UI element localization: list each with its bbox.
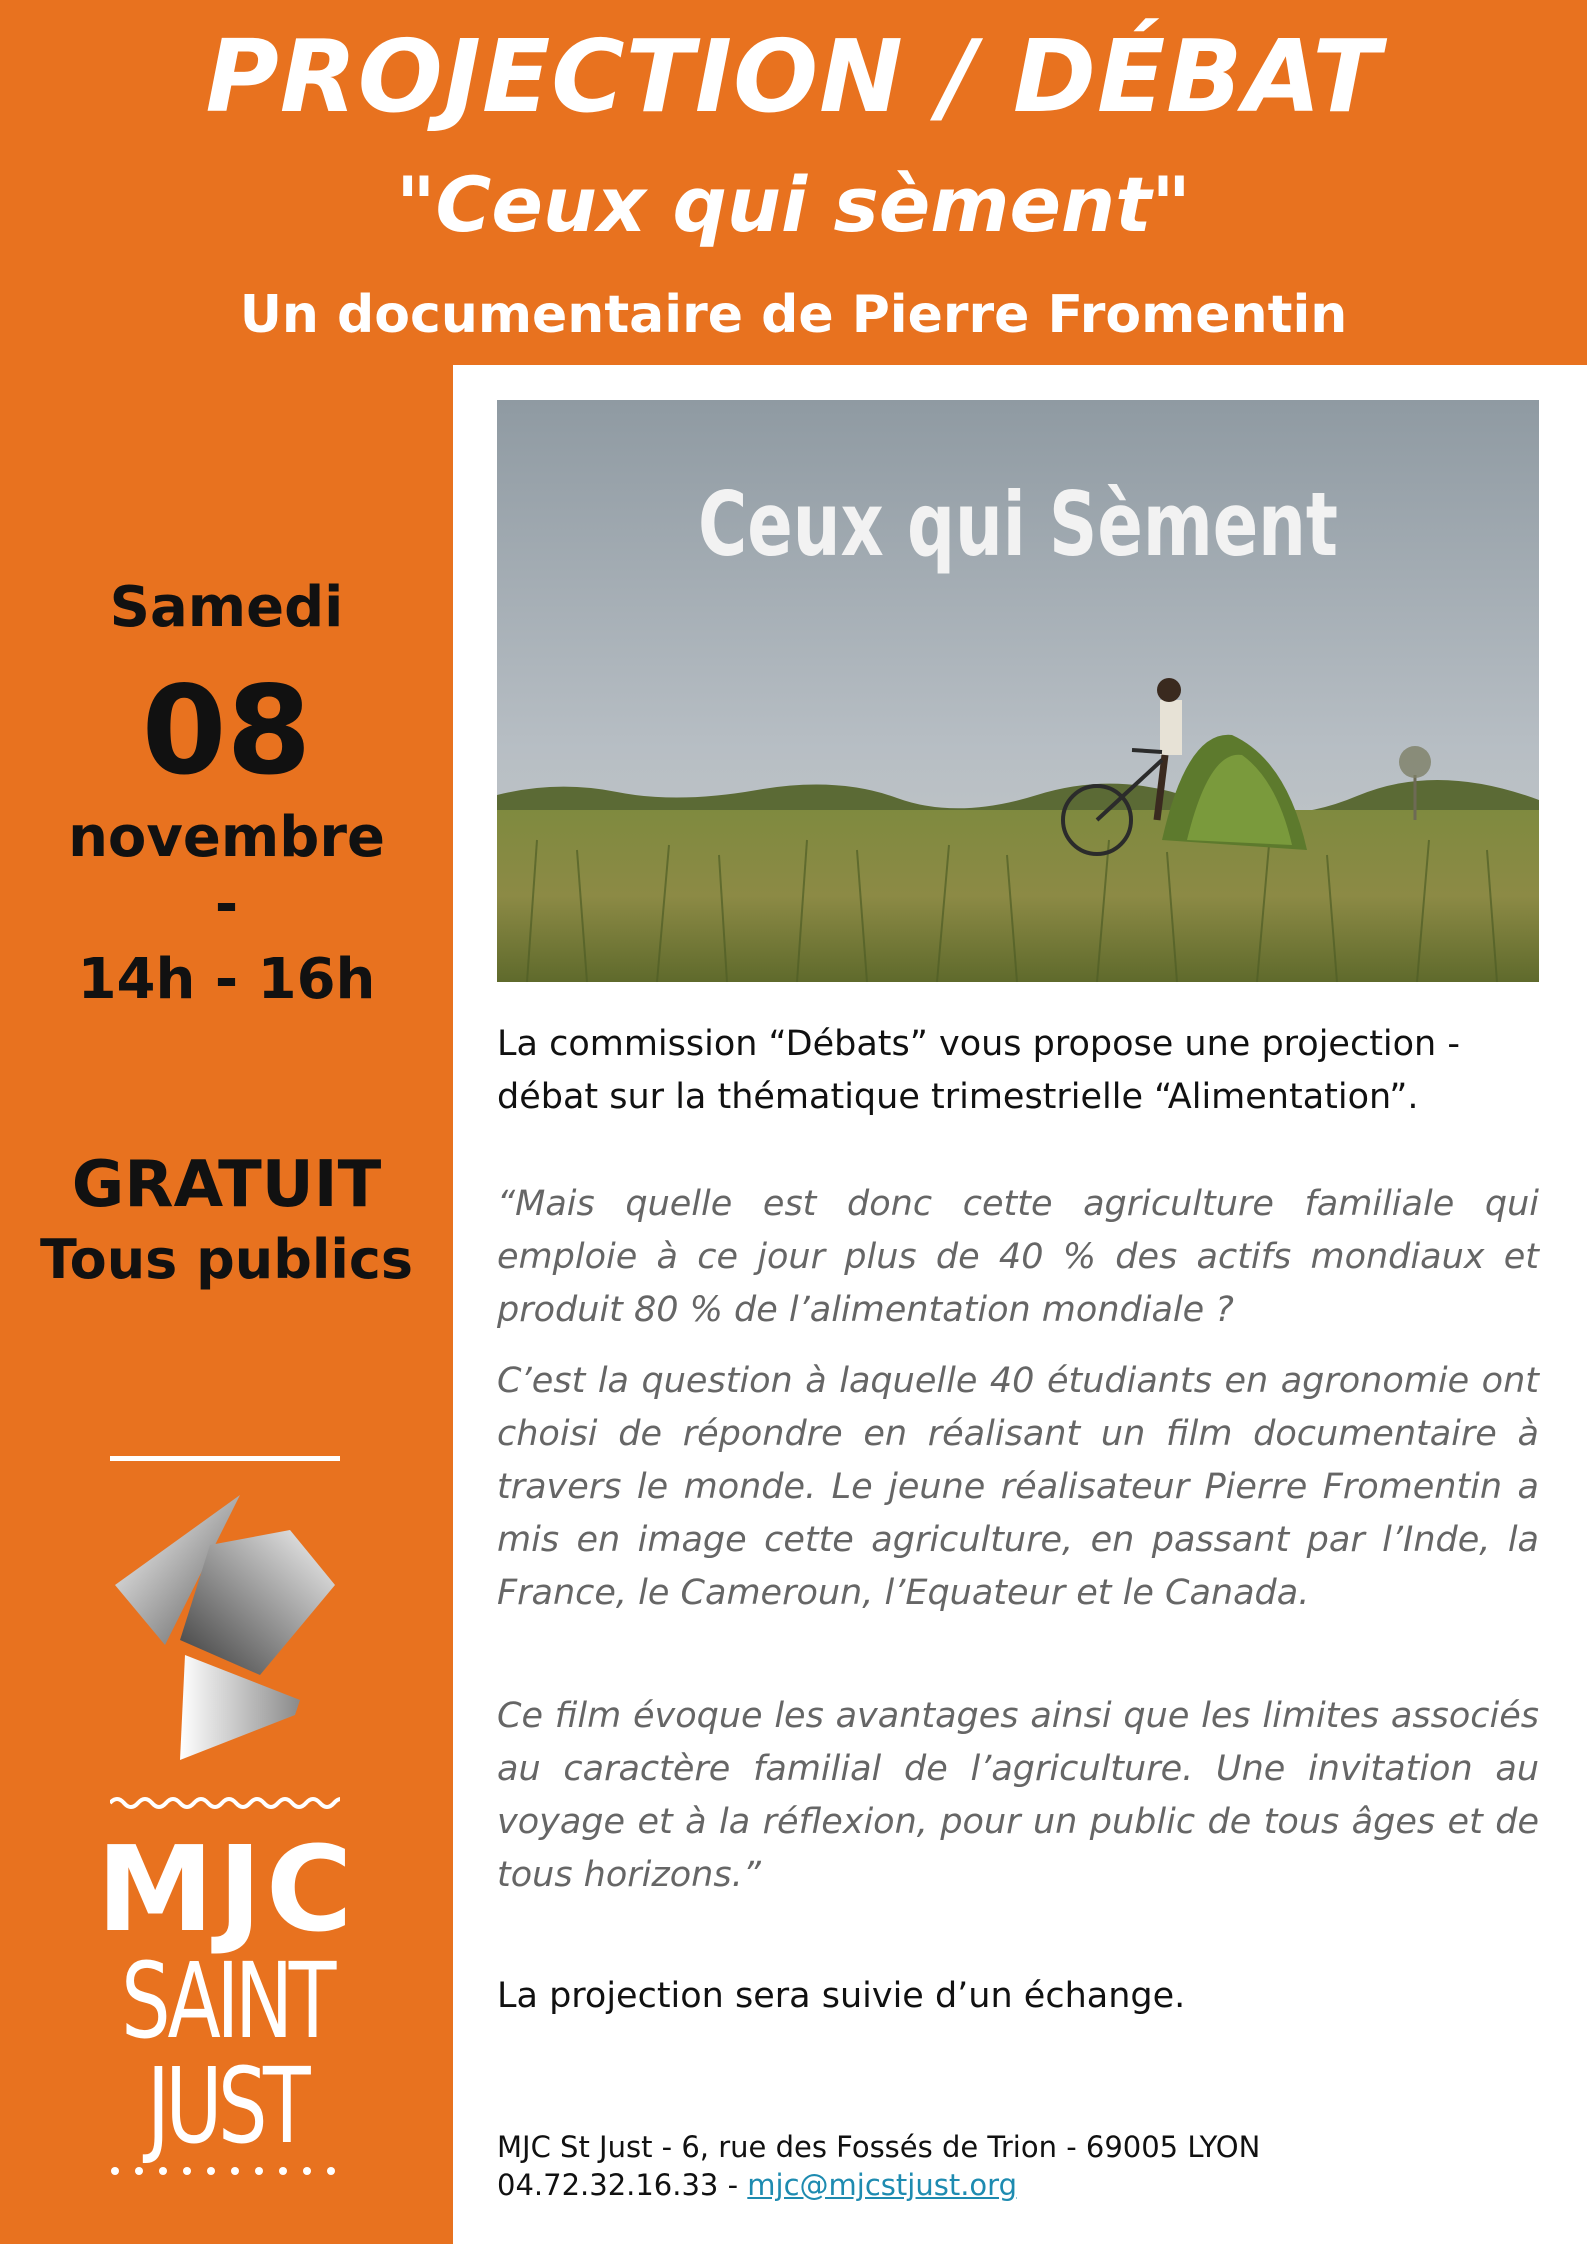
- quote-paragraph-2: C’est la question à laquelle 40 étudiants en agronomie ont choisi de répondre en réalisant un film documentaire à travers le monde. Le jeune réalisateur Pierre Fromentin a mis en image cette agriculture, en passant par l’Inde, la France, le Cameroun, l’Equateur et le Canada.: [497, 1361, 1539, 1613]
- day-number: 08: [141, 660, 312, 802]
- film-title: "Ceux qui sèment": [395, 160, 1192, 249]
- contact-line: [497, 2166, 1539, 2204]
- photo-caption-text: Ceux qui Sèment: [698, 473, 1338, 576]
- film-subtitle: Un documentaire de Pierre Fromentin: [239, 285, 1348, 345]
- dots-ornament: [110, 2164, 340, 2178]
- logo-mjc-text: MJC: [96, 1820, 357, 1958]
- email-link[interactable]: mjc@mjcstjust.org: [747, 2168, 1017, 2202]
- logo-saint-text: SAINT: [121, 1940, 332, 2062]
- logo-divider: [110, 1456, 340, 1461]
- weekday: Samedi: [109, 575, 344, 640]
- month: novembre: [68, 805, 385, 870]
- mjc-logo-icon: [110, 1490, 350, 1770]
- quote-paragraph-1: “Mais quelle est donc cette agriculture familiale qui emploie à ce jour plus de 40 % des actifs mondiaux et produit 80 % de l’alimentation mondiale ?: [497, 1184, 1539, 1330]
- date-separator: -: [214, 872, 239, 937]
- time-range: 14h - 16h: [77, 947, 376, 1012]
- poster-title: PROJECTION / DÉBAT: [205, 18, 1382, 135]
- contact-separator: -: [718, 2168, 748, 2202]
- contact-footer: [497, 2128, 1539, 2204]
- wave-ornament: [110, 1795, 340, 1811]
- intro-paragraph: La commission “Débats” vous propose une projection -débat sur la thématique trimestrielle “Alimentation”.: [497, 1024, 1460, 1117]
- logo-just-text: JUST: [146, 2045, 307, 2167]
- film-still-image: [497, 400, 1539, 982]
- quote-paragraph-3: Ce film évoque les avantages ainsi que les limites associés au caractère familial de l’agriculture. Une invitation au voyage et à la réflexion, pour un public de tous âges et de tous horizons.”: [497, 1696, 1539, 1895]
- price-label: GRATUIT: [71, 1148, 382, 1222]
- audience-label: Tous publics: [39, 1228, 414, 1291]
- phone-number: 04.72.32.16.33: [497, 2168, 719, 2202]
- follow-up-text: La projection sera suivie d’un échange.: [497, 1976, 1186, 2016]
- address-line: MJC St Just - 6, rue des Fossés de Trion - 69005 LYON: [497, 2130, 1261, 2164]
